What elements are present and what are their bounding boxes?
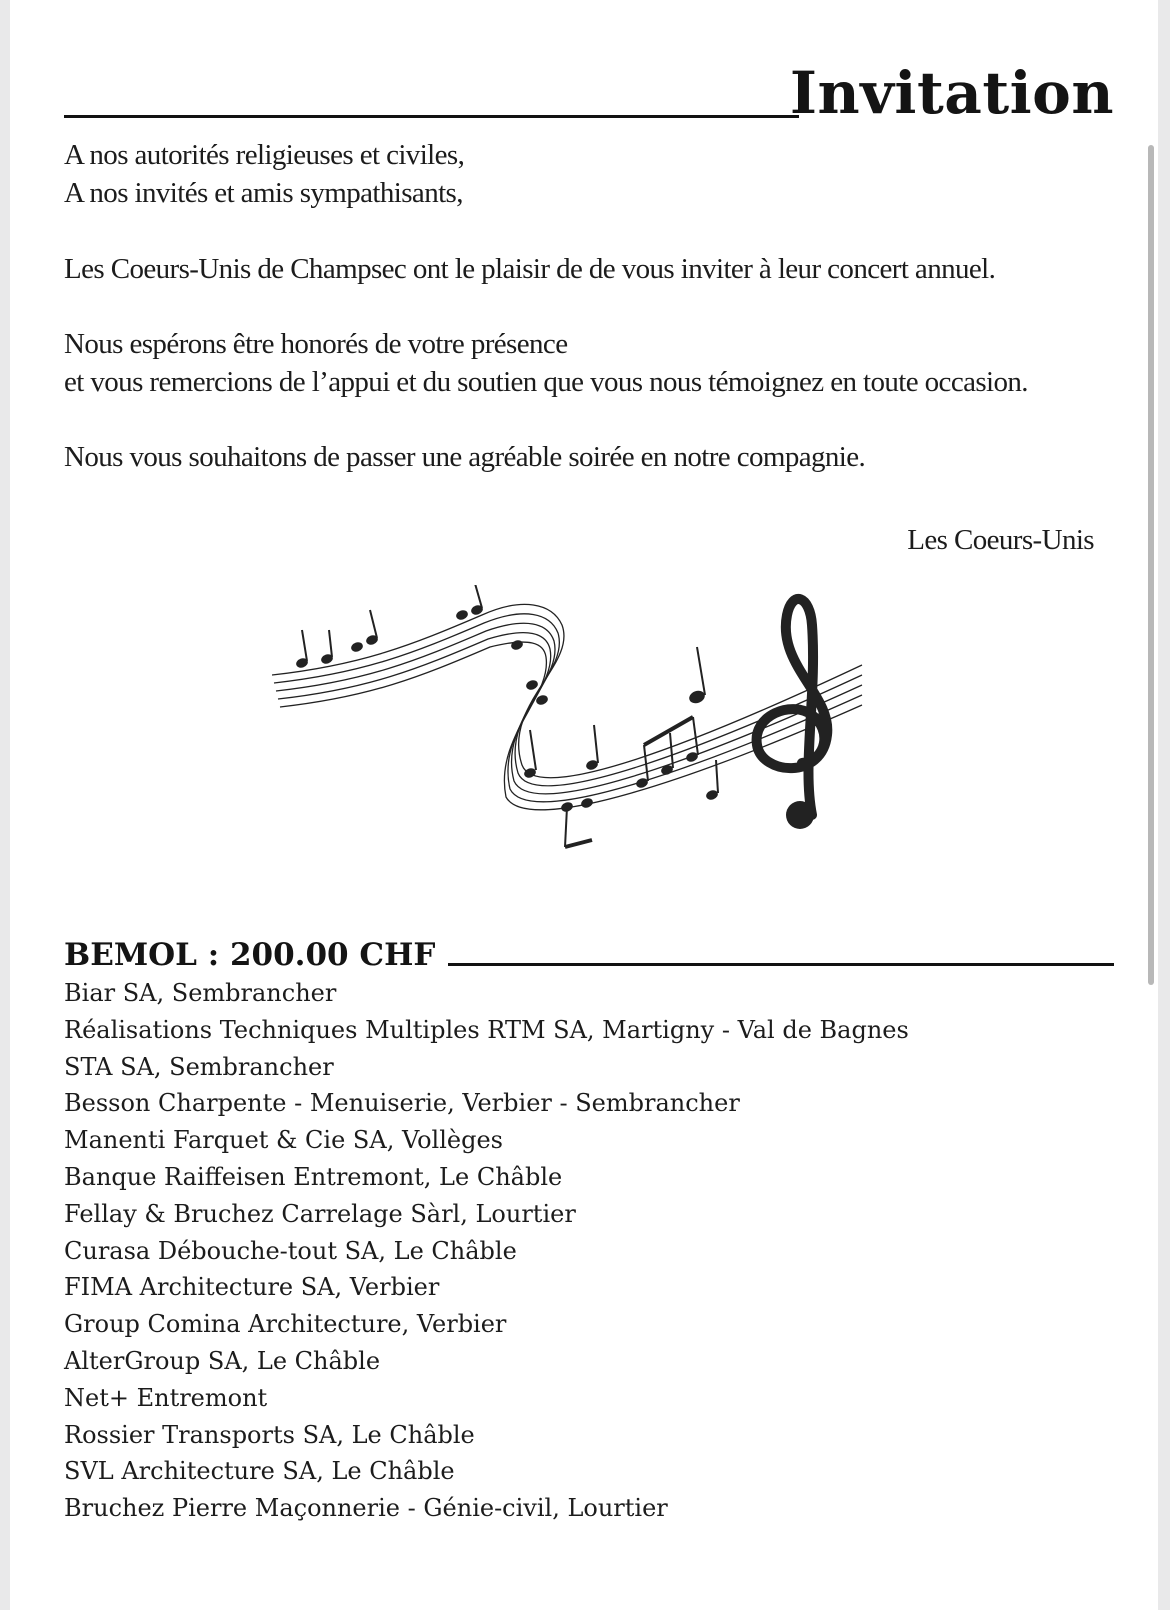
sponsor-item: Manenti Farquet & Cie SA, Vollèges bbox=[64, 1126, 503, 1155]
music-notes-illustration bbox=[272, 585, 892, 885]
sponsor-item: Besson Charpente - Menuiserie, Verbier - Sembrancher bbox=[64, 1089, 740, 1118]
title-row bbox=[64, 58, 1114, 128]
signature: Les Coeurs-Unis bbox=[907, 524, 1094, 556]
sponsor-item: Réalisations Techniques Multiples RTM SA, Martigny - Val de Bagnes bbox=[64, 1015, 909, 1044]
sponsor-item: SVL Architecture SA, Le Châble bbox=[64, 1457, 455, 1486]
page-title: Invitation bbox=[789, 59, 1114, 127]
sponsor-list bbox=[64, 975, 909, 1527]
sponsor-item: Group Comina Architecture, Verbier bbox=[64, 1310, 507, 1339]
greeting-line: A nos autorités religieuses et civiles, bbox=[64, 139, 465, 171]
sponsor-section-rule bbox=[448, 963, 1114, 966]
vertical-scrollbar[interactable] bbox=[1148, 145, 1154, 985]
greeting-line: A nos invités et amis sympathisants, bbox=[64, 177, 463, 209]
sponsor-item: AlterGroup SA, Le Châble bbox=[64, 1346, 381, 1375]
presence-line: Nous espérons être honorés de votre présence bbox=[64, 328, 568, 360]
wishes-paragraph: Nous vous souhaitons de passer une agréable soirée en notre compagnie. bbox=[64, 441, 866, 473]
invitation-paragraph: Les Coeurs-Unis de Champsec ont le plaisir de de vous inviter à leur concert annuel. bbox=[64, 253, 996, 285]
sponsor-item: Curasa Débouche-tout SA, Le Châble bbox=[64, 1236, 517, 1265]
title-rule bbox=[64, 115, 799, 118]
sponsor-item: Biar SA, Sembrancher bbox=[64, 979, 337, 1007]
treble-clef-icon bbox=[757, 599, 828, 829]
sponsor-item: Banque Raiffeisen Entremont, Le Châble bbox=[64, 1162, 563, 1191]
sponsor-item: Fellay & Bruchez Carrelage Sàrl, Lourtier bbox=[64, 1199, 576, 1228]
sponsor-section-heading: BEMOL : 200.00 CHF bbox=[64, 937, 436, 973]
sponsor-item: STA SA, Sembrancher bbox=[64, 1052, 334, 1081]
sponsor-item: Net+ Entremont bbox=[64, 1383, 268, 1412]
sponsor-item: FIMA Architecture SA, Verbier bbox=[64, 1273, 440, 1302]
document-page bbox=[10, 0, 1158, 1610]
sponsor-item: Rossier Transports SA, Le Châble bbox=[64, 1420, 475, 1449]
thanks-line: et vous remercions de l’appui et du soutien que vous nous témoignez en toute occasion. bbox=[64, 366, 1028, 398]
sponsor-item: Bruchez Pierre Maçonnerie - Génie-civil, Lourtier bbox=[64, 1494, 668, 1523]
